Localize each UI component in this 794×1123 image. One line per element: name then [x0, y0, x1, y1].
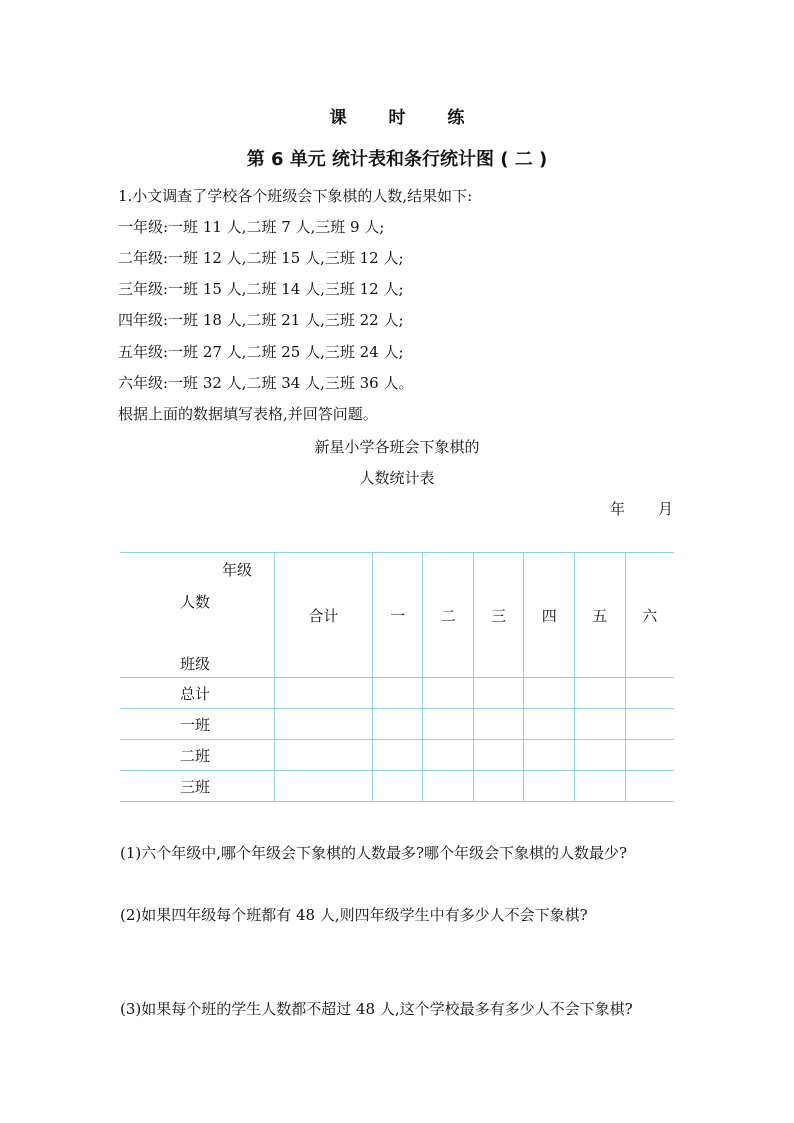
blank-cell[interactable]	[574, 678, 625, 709]
blank-cell[interactable]	[574, 771, 625, 802]
column-header-grade-4: 四	[524, 553, 575, 678]
table-row-class-3	[120, 771, 674, 802]
column-header-grade-3: 三	[473, 553, 524, 678]
blank-cell[interactable]	[423, 678, 474, 709]
blank-cell[interactable]	[275, 678, 373, 709]
data-line-grade-6: 六年级:一班 32 人,二班 34 人,三班 36 人。	[118, 374, 414, 392]
corner-number-label: 人数	[180, 593, 211, 611]
row-label-class-3: 三班	[120, 771, 275, 802]
blank-cell[interactable]	[372, 709, 423, 740]
blank-cell[interactable]	[372, 678, 423, 709]
blank-cell[interactable]	[423, 771, 474, 802]
table-caption-line-2: 人数统计表	[359, 469, 435, 487]
column-header-grade-5: 五	[574, 553, 625, 678]
blank-cell[interactable]	[625, 678, 674, 709]
question-3: (3)如果每个班的学生人数都不超过 48 人,这个学校最多有多少人不会下象棋?	[120, 1000, 633, 1018]
blank-cell[interactable]	[473, 771, 524, 802]
column-header-total: 合计	[275, 553, 373, 678]
data-line-grade-5: 五年级:一班 27 人,二班 25 人,三班 24 人;	[118, 343, 404, 361]
corner-class-label: 班级	[180, 655, 211, 673]
blank-cell[interactable]	[524, 771, 575, 802]
blank-cell[interactable]	[625, 709, 674, 740]
blank-cell[interactable]	[372, 740, 423, 771]
table-row-class-2	[120, 740, 674, 771]
unit-subtitle: 第 6 单元 统计表和条行统计图 ( 二 )	[246, 149, 548, 170]
row-label-total: 总计	[120, 678, 275, 709]
blank-cell[interactable]	[275, 771, 373, 802]
data-line-grade-4: 四年级:一班 18 人,二班 21 人,三班 22 人;	[118, 311, 404, 329]
corner-grade-label: 年级	[222, 561, 253, 579]
problem-instruction: 根据上面的数据填写表格,并回答问题。	[118, 405, 378, 423]
table-row-class-1	[120, 709, 674, 740]
table-header-row	[120, 553, 674, 678]
table-row-total	[120, 678, 674, 709]
blank-cell[interactable]	[275, 740, 373, 771]
row-label-class-2: 二班	[120, 740, 275, 771]
question-2: (2)如果四年级每个班都有 48 人,则四年级学生中有多少人不会下象棋?	[120, 906, 588, 924]
blank-cell[interactable]	[473, 709, 524, 740]
table-caption-line-1: 新星小学各班会下象棋的	[314, 438, 480, 456]
question-1: (1)六个年级中,哪个年级会下象棋的人数最多?哪个年级会下象棋的人数最少?	[120, 844, 628, 862]
blank-cell[interactable]	[372, 771, 423, 802]
date-month-label: 月	[658, 500, 674, 518]
date-year-label: 年	[610, 500, 626, 518]
column-header-grade-2: 二	[423, 553, 474, 678]
problem-intro: 1.小文调查了学校各个班级会下象棋的人数,结果如下:	[118, 187, 473, 205]
table-corner-cell	[120, 553, 275, 678]
blank-cell[interactable]	[473, 740, 524, 771]
data-line-grade-1: 一年级:一班 11 人,二班 7 人,三班 9 人;	[118, 218, 385, 236]
blank-cell[interactable]	[574, 740, 625, 771]
page-title: 课 时 练	[329, 108, 483, 128]
row-label-class-1: 一班	[120, 709, 275, 740]
column-header-grade-6: 六	[625, 553, 674, 678]
blank-cell[interactable]	[625, 771, 674, 802]
blank-cell[interactable]	[524, 740, 575, 771]
data-line-grade-2: 二年级:一班 12 人,二班 15 人,三班 12 人;	[118, 249, 404, 267]
blank-cell[interactable]	[423, 740, 474, 771]
column-header-grade-1: 一	[372, 553, 423, 678]
data-line-grade-3: 三年级:一班 15 人,二班 14 人,三班 12 人;	[118, 280, 404, 298]
statistics-table	[120, 552, 674, 802]
blank-cell[interactable]	[275, 709, 373, 740]
blank-cell[interactable]	[574, 709, 625, 740]
blank-cell[interactable]	[423, 709, 474, 740]
blank-cell[interactable]	[473, 678, 524, 709]
blank-cell[interactable]	[524, 678, 575, 709]
blank-cell[interactable]	[524, 709, 575, 740]
blank-cell[interactable]	[625, 740, 674, 771]
